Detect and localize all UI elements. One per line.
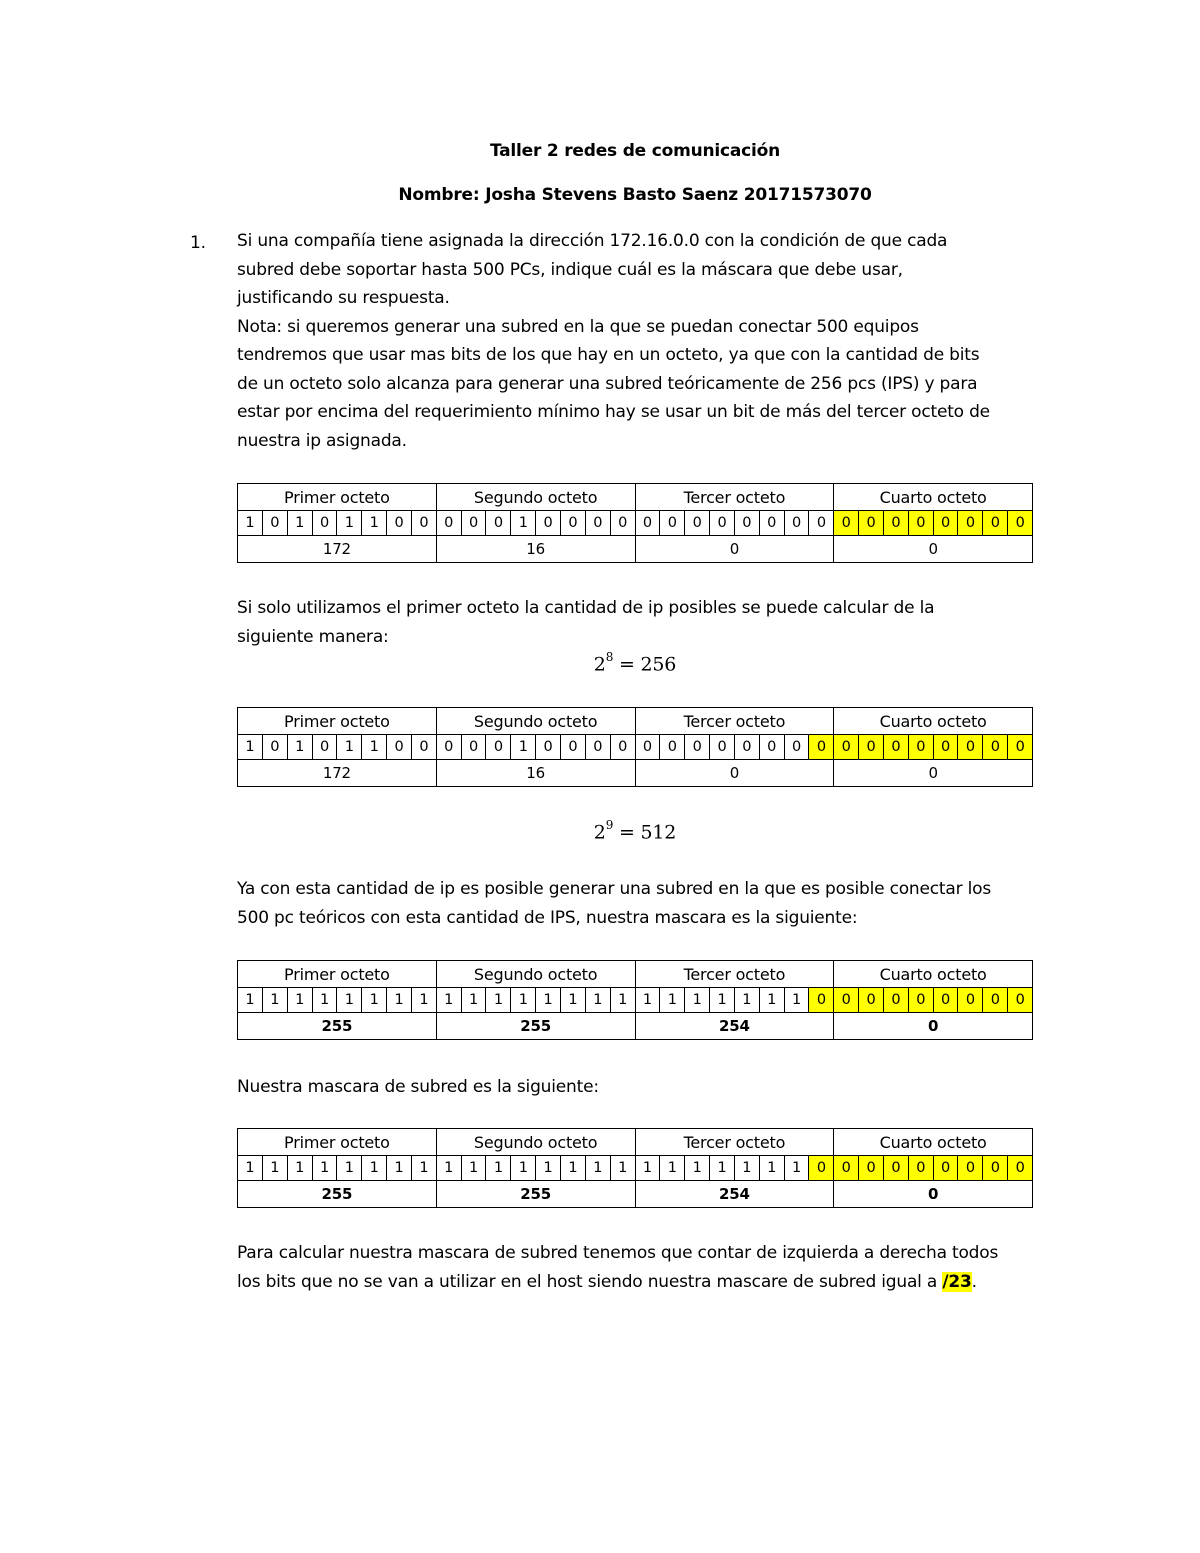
- decimal-value: 0: [635, 760, 834, 787]
- bit-cell: 1: [759, 1156, 784, 1181]
- bit-cell: 0: [809, 1156, 834, 1181]
- paragraph-text: los bits que no se van a utilizar en el host siendo nuestra mascare de subred igual a: [237, 1271, 943, 1292]
- octet-header-row: [238, 708, 1033, 735]
- bit-cell: 0: [734, 735, 759, 760]
- bit-cell: 1: [560, 988, 585, 1013]
- note-line: de un octeto solo alcanza para generar una subred teóricamente de 256 pcs (IPS) y para: [237, 373, 978, 394]
- paragraph-ips: [237, 875, 1047, 932]
- bit-cell: 1: [784, 1156, 809, 1181]
- octet-header: Tercer octeto: [635, 1129, 834, 1156]
- bit-cell: 1: [461, 1156, 486, 1181]
- decimal-value: 0: [635, 536, 834, 563]
- bit-cell: 1: [262, 988, 287, 1013]
- bits-row: [238, 988, 1033, 1013]
- bit-cell: 1: [734, 1156, 759, 1181]
- bit-cell: 1: [511, 1156, 536, 1181]
- bit-cell: 1: [262, 1156, 287, 1181]
- bit-cell: 0: [262, 511, 287, 536]
- octet-header: Cuarto octeto: [834, 1129, 1033, 1156]
- bit-cell: 1: [486, 1156, 511, 1181]
- bit-cell: 1: [734, 988, 759, 1013]
- octet-header-row: [238, 484, 1033, 511]
- bit-cell: 0: [312, 735, 337, 760]
- octet-header: Tercer octeto: [635, 961, 834, 988]
- decimal-value: 16: [436, 536, 635, 563]
- bits-row: [238, 511, 1033, 536]
- octet-table-address: [237, 483, 1033, 563]
- final-period: .: [971, 1271, 977, 1292]
- paragraph-line: 500 pc teóricos con esta cantidad de IPS, nuestra mascara es la siguiente:: [237, 907, 858, 928]
- octet-header: Tercer octeto: [635, 708, 834, 735]
- bit-cell: 0: [983, 988, 1008, 1013]
- paragraph-line: siguiente manera:: [237, 626, 389, 647]
- bit-cell: 0: [1008, 735, 1033, 760]
- decimal-value: 0: [834, 536, 1033, 563]
- bit-cell: 1: [436, 1156, 461, 1181]
- bit-cell: 1: [585, 1156, 610, 1181]
- bit-cell: 0: [784, 735, 809, 760]
- paragraph-final: [237, 1239, 1047, 1296]
- bit-cell: 0: [585, 735, 610, 760]
- decimal-value: 0: [834, 760, 1033, 787]
- bit-cell: 0: [908, 735, 933, 760]
- bit-cell: 0: [759, 735, 784, 760]
- paragraph-line: Nuestra mascara de subred es la siguiente:: [237, 1077, 599, 1097]
- bit-cell: 0: [983, 1156, 1008, 1181]
- decimal-value: 0: [834, 1013, 1033, 1040]
- bit-cell: 1: [362, 511, 387, 536]
- bit-cell: 0: [933, 511, 958, 536]
- note-line: estar por encima del requerimiento mínimo hay se usar un bit de más del tercer octeto de: [237, 402, 990, 422]
- bit-cell: 1: [610, 1156, 635, 1181]
- paragraph-first-octet: [237, 594, 1047, 651]
- bit-cell: 1: [312, 988, 337, 1013]
- bit-cell: 0: [411, 511, 436, 536]
- octet-table-address-extended: [237, 707, 1033, 787]
- bit-cell: 1: [461, 988, 486, 1013]
- bit-cell: 1: [660, 988, 685, 1013]
- bit-cell: 0: [1008, 988, 1033, 1013]
- bit-cell: 0: [859, 735, 884, 760]
- bit-cell: 1: [287, 1156, 312, 1181]
- decimal-value: 255: [436, 1181, 635, 1208]
- bit-cell: 0: [883, 988, 908, 1013]
- bit-cell: 1: [759, 988, 784, 1013]
- bit-cell: 0: [908, 511, 933, 536]
- bit-cell: 0: [958, 735, 983, 760]
- formula-2-pow-9: [0, 820, 1200, 843]
- bit-cell: 1: [287, 735, 312, 760]
- bit-cell: 0: [809, 511, 834, 536]
- bit-cell: 1: [536, 988, 561, 1013]
- bit-cell: 1: [560, 1156, 585, 1181]
- bit-cell: 1: [511, 511, 536, 536]
- bit-cell: 0: [1008, 511, 1033, 536]
- bit-cell: 0: [759, 511, 784, 536]
- bit-cell: 0: [710, 511, 735, 536]
- paragraph-line: Ya con esta cantidad de ip es posible generar una subred en la que es posible conectar los: [237, 879, 991, 899]
- bit-cell: 0: [983, 511, 1008, 536]
- bit-cell: 0: [784, 511, 809, 536]
- octet-header: Segundo octeto: [436, 708, 635, 735]
- octet-header: Primer octeto: [238, 1129, 437, 1156]
- bit-cell: 0: [660, 511, 685, 536]
- bit-cell: 0: [883, 1156, 908, 1181]
- bit-cell: 1: [511, 988, 536, 1013]
- bit-cell: 0: [685, 511, 710, 536]
- decimal-row: [238, 1181, 1033, 1208]
- decimal-value: 255: [238, 1013, 437, 1040]
- paragraph-line: [237, 1268, 1047, 1297]
- bit-cell: 0: [834, 1156, 859, 1181]
- bit-cell: 0: [610, 511, 635, 536]
- bit-cell: 1: [238, 988, 263, 1013]
- bit-cell: 0: [834, 511, 859, 536]
- octet-header: Segundo octeto: [436, 961, 635, 988]
- bit-cell: 0: [958, 1156, 983, 1181]
- bit-cell: 0: [387, 735, 412, 760]
- bit-cell: 1: [536, 1156, 561, 1181]
- author-line: Nombre: Josha Stevens Basto Saenz 20171573070: [398, 185, 872, 205]
- bit-cell: 0: [859, 1156, 884, 1181]
- bit-cell: 0: [883, 735, 908, 760]
- bit-cell: 1: [362, 1156, 387, 1181]
- bit-cell: 0: [685, 735, 710, 760]
- formula-2-pow-8: [0, 652, 1200, 675]
- bit-cell: 1: [685, 988, 710, 1013]
- bit-cell: 1: [610, 988, 635, 1013]
- bit-cell: 0: [436, 511, 461, 536]
- bit-cell: 0: [859, 511, 884, 536]
- decimal-value: 254: [635, 1013, 834, 1040]
- bit-cell: 0: [734, 511, 759, 536]
- bit-cell: 0: [958, 988, 983, 1013]
- bit-cell: 1: [710, 1156, 735, 1181]
- bit-cell: 0: [958, 511, 983, 536]
- decimal-row: [238, 536, 1033, 563]
- bit-cell: 0: [883, 511, 908, 536]
- bit-cell: 0: [436, 735, 461, 760]
- bit-cell: 0: [262, 735, 287, 760]
- octet-header: Primer octeto: [238, 961, 437, 988]
- octet-table-mask: [237, 960, 1033, 1040]
- bit-cell: 1: [486, 988, 511, 1013]
- bit-cell: 0: [585, 511, 610, 536]
- decimal-value: 255: [238, 1181, 437, 1208]
- bit-cell: 1: [685, 1156, 710, 1181]
- formula-exponent: 9: [605, 818, 614, 832]
- decimal-value: 0: [834, 1181, 1033, 1208]
- decimal-row: [238, 760, 1033, 787]
- bit-cell: 0: [536, 511, 561, 536]
- bit-cell: 1: [287, 511, 312, 536]
- bit-cell: 0: [486, 735, 511, 760]
- bit-cell: 0: [635, 735, 660, 760]
- bit-cell: 1: [287, 988, 312, 1013]
- bit-cell: 1: [585, 988, 610, 1013]
- formula-base: 2: [593, 653, 606, 676]
- bit-cell: 0: [1008, 1156, 1033, 1181]
- question-number: 1.: [190, 233, 206, 253]
- subnet-prefix-highlight: /23: [942, 1271, 972, 1292]
- bit-cell: 1: [238, 511, 263, 536]
- bit-cell: 1: [635, 988, 660, 1013]
- decimal-value: 172: [238, 536, 437, 563]
- bit-cell: 0: [660, 735, 685, 760]
- bit-cell: 1: [337, 511, 362, 536]
- bit-cell: 1: [312, 1156, 337, 1181]
- bit-cell: 0: [933, 735, 958, 760]
- bit-cell: 0: [908, 1156, 933, 1181]
- note-line: Nota: si queremos generar una subred en la que se puedan conectar 500 equipos: [237, 316, 919, 337]
- bit-cell: 1: [411, 1156, 436, 1181]
- paragraph-mask: [237, 1073, 1047, 1102]
- bit-cell: 1: [710, 988, 735, 1013]
- formula-exponent: 8: [605, 650, 614, 664]
- question-line: justificando su respuesta.: [237, 288, 450, 308]
- bit-cell: 1: [784, 988, 809, 1013]
- decimal-value: 255: [436, 1013, 635, 1040]
- note-line: nuestra ip asignada.: [237, 430, 407, 451]
- bits-row: [238, 735, 1033, 760]
- bit-cell: 0: [560, 735, 585, 760]
- octet-header: Cuarto octeto: [834, 961, 1033, 988]
- bit-cell: 1: [387, 988, 412, 1013]
- bit-cell: 0: [560, 511, 585, 536]
- bit-cell: 0: [834, 988, 859, 1013]
- decimal-value: 16: [436, 760, 635, 787]
- bit-cell: 1: [337, 1156, 362, 1181]
- paragraph-line: Si solo utilizamos el primer octeto la cantidad de ip posibles se puede calcular de la: [237, 598, 935, 618]
- note-line: tendremos que usar mas bits de los que hay en un octeto, ya que con la cantidad de bits: [237, 345, 980, 365]
- bit-cell: 0: [461, 735, 486, 760]
- document-title: Taller 2 redes de comunicación: [489, 141, 781, 161]
- bit-cell: 0: [536, 735, 561, 760]
- octet-header-row: [238, 1129, 1033, 1156]
- octet-header: Primer octeto: [238, 484, 437, 511]
- octet-header: Segundo octeto: [436, 484, 635, 511]
- bits-row: [238, 1156, 1033, 1181]
- bit-cell: 0: [411, 735, 436, 760]
- bit-cell: 1: [511, 735, 536, 760]
- octet-header: Segundo octeto: [436, 1129, 635, 1156]
- bit-cell: 1: [411, 988, 436, 1013]
- question-text: [237, 227, 1047, 455]
- formula-result: = 512: [613, 821, 677, 844]
- bit-cell: 0: [834, 735, 859, 760]
- formula-result: = 256: [613, 653, 677, 676]
- octet-header: Tercer octeto: [635, 484, 834, 511]
- bit-cell: 0: [933, 988, 958, 1013]
- decimal-value: 172: [238, 760, 437, 787]
- octet-header: Cuarto octeto: [834, 484, 1033, 511]
- bit-cell: 1: [436, 988, 461, 1013]
- bit-cell: 0: [312, 511, 337, 536]
- bit-cell: 0: [610, 735, 635, 760]
- bit-cell: 0: [809, 735, 834, 760]
- bit-cell: 1: [238, 1156, 263, 1181]
- bit-cell: 1: [660, 1156, 685, 1181]
- octet-header: Cuarto octeto: [834, 708, 1033, 735]
- question-line: Si una compañía tiene asignada la dirección 172.16.0.0 con la condición de que cada: [237, 231, 948, 251]
- bit-cell: 0: [859, 988, 884, 1013]
- bit-cell: 0: [983, 735, 1008, 760]
- bit-cell: 0: [933, 1156, 958, 1181]
- formula-base: 2: [593, 821, 606, 844]
- bit-cell: 0: [710, 735, 735, 760]
- paragraph-line: Para calcular nuestra mascara de subred tenemos que contar de izquierda a derecha todos: [237, 1243, 999, 1263]
- bit-cell: 1: [362, 988, 387, 1013]
- question-line: subred debe soportar hasta 500 PCs, indique cuál es la máscara que debe usar,: [237, 259, 903, 280]
- bit-cell: 0: [387, 511, 412, 536]
- bit-cell: 1: [337, 988, 362, 1013]
- octet-header: Primer octeto: [238, 708, 437, 735]
- bit-cell: 0: [908, 988, 933, 1013]
- bit-cell: 0: [461, 511, 486, 536]
- bit-cell: 1: [337, 735, 362, 760]
- decimal-value: 254: [635, 1181, 834, 1208]
- bit-cell: 0: [635, 511, 660, 536]
- bit-cell: 1: [635, 1156, 660, 1181]
- bit-cell: 0: [486, 511, 511, 536]
- octet-header-row: [238, 961, 1033, 988]
- decimal-row: [238, 1013, 1033, 1040]
- bit-cell: 0: [809, 988, 834, 1013]
- bit-cell: 1: [387, 1156, 412, 1181]
- bit-cell: 1: [238, 735, 263, 760]
- octet-table-mask-final: [237, 1128, 1033, 1208]
- bit-cell: 1: [362, 735, 387, 760]
